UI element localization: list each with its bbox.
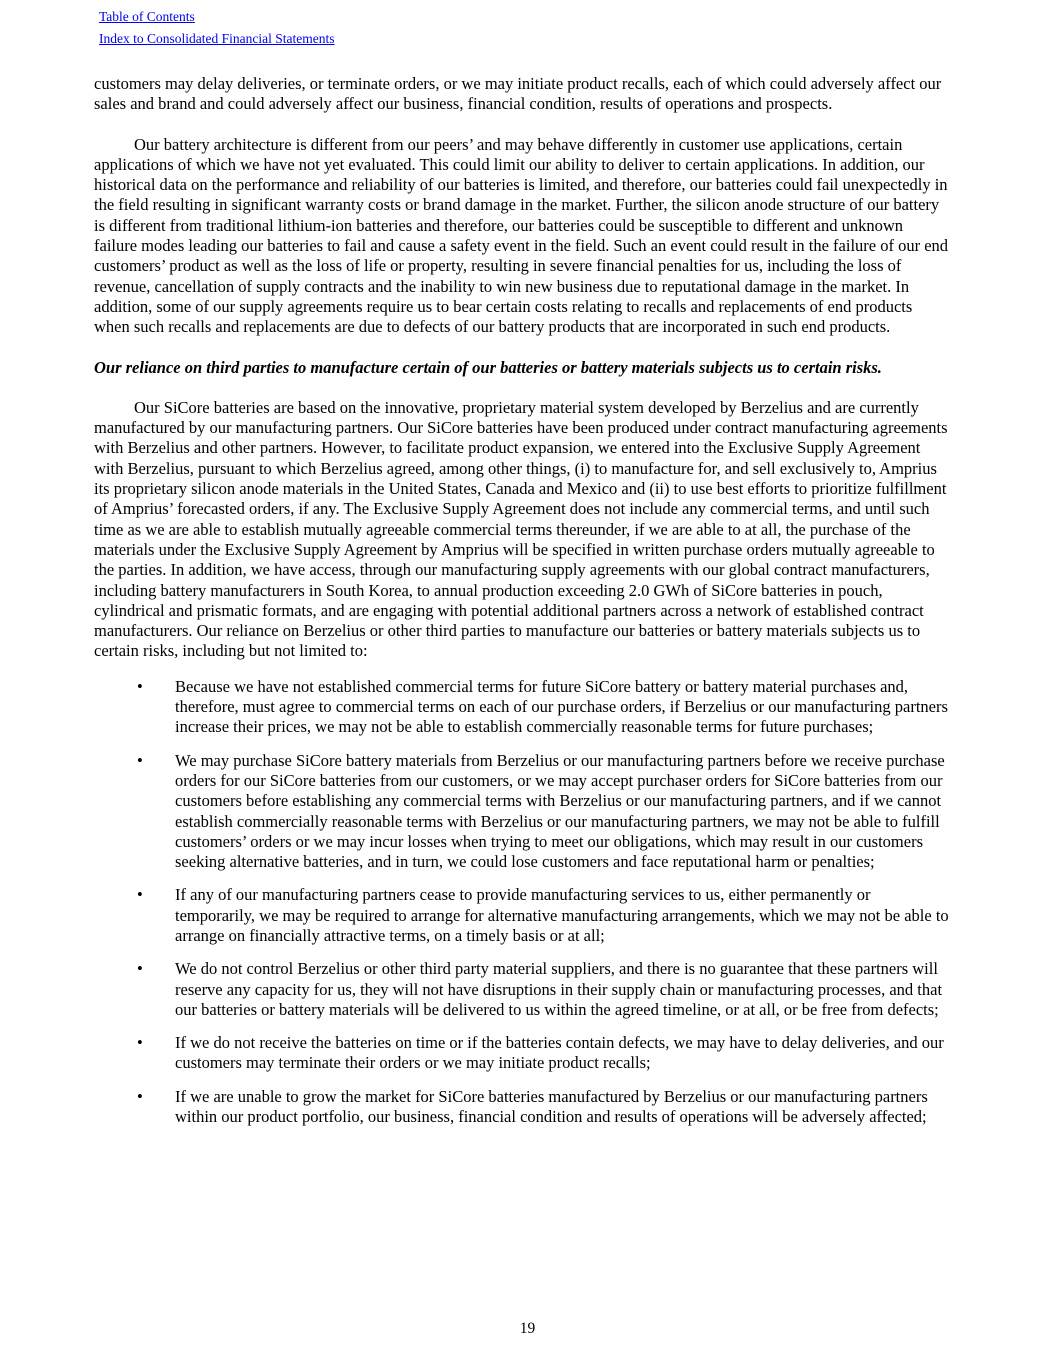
bullet-text: If we do not receive the batteries on time or if the batteries contain defects, we may have to delay deliveries, and our customers may terminate their orders or we may initiate product recalls; [175, 1033, 944, 1073]
link-index-to-consolidated-financial-statements[interactable]: Index to Consolidated Financial Statements [99, 31, 335, 46]
paragraph-continuation: customers may delay deliveries, or terminate orders, or we may initiate product recalls, each of which could adversely affect our sales and brand and could adversely affect our business, financial condition, results of operations and prospects. [94, 74, 942, 114]
list-item [94, 1033, 950, 1074]
page-footer [0, 1319, 1055, 1338]
bullet-text: We may purchase SiCore battery materials from Berzelius or our manufacturing partners before we receive purchase orders for our SiCore batteries from our customers, or we may accept purchaser orders for SiCore batteries from our customers before establishing any commercial terms with Berzelius or our manufacturing partners, and if we cannot establish commercially reasonable terms with Berzelius or our manufacturing partners, we may not be able to fulfill customers’ orders or we may incur losses when trying to meet our obligations, which may result in our customers seeking alternative batteries, and in turn, we could lose customers and face reputational harm or penalties; [175, 750, 945, 872]
paragraph-sicore-manufacturing: Our SiCore batteries are based on the innovative, proprietary material system developed by Berzelius and are currently manufactured by our manufacturing partners. Our SiCore batteries have been produced under contract manufacturing agreements with Berzelius and other partners. However, to facilitate product expansion, we entered into the Exclusive Supply Agreement with Berzelius, pursuant to which Berzelius agreed, among other things, (i) to manufacture for, and sell exclusively to, Amprius its proprietary silicon anode materials in the United States, Canada and Mexico and (ii) to use best efforts to prioritize fulfillment of Amprius’ forecasted orders, if any. The Exclusive Supply Agreement does not include any commercial terms, and until such time as we are able to establish mutually agreeable commercial terms thereunder, if we are able to at all, the purchase of the materials under the Exclusive Supply Agreement by Amprius will be specified in written purchase orders mutually agreeable to the parties. In addition, we have access, through our manufacturing supply agreements with our global contract manufacturers, including battery manufacturers in South Korea, to annual production exceeding 2.0 GWh of SiCore batteries in pouch, cylindrical and prismatic formats, and are engaging with potential additional partners across a network of established contract manufacturers. Our reliance on Berzelius or other third parties to manufacture our batteries or battery materials subjects us to certain risks, including but not limited to: [94, 397, 948, 661]
bullet-text: If any of our manufacturing partners cease to provide manufacturing services to us, either permanently or temporarily, we may be required to arrange for alternative manufacturing arrangements, which we may not be able to arrange on financially attractive terms, on a timely basis or at all; [175, 885, 949, 945]
bullet-text: We do not control Berzelius or other third party material suppliers, and there is no guarantee that these partners will reserve any capacity for us, they will not have disruptions in their supply chain or manufacturing processes, and that our batteries or battery materials will be delivered to us within the agreed timeline, or at all, or be free from defects; [175, 959, 943, 1019]
list-item [94, 959, 950, 1020]
risk-bullet-list [94, 677, 950, 1128]
paragraph-battery-architecture: Our battery architecture is different from our peers’ and may behave differently in customer use applications, certain applications of which we have not yet evaluated. This could limit our ability to deliver to certain applications. In addition, our historical data on the performance and reliability of our batteries is limited, and therefore, our batteries could fail unexpectedly in the field resulting in significant warranty costs or brand damage in the market. Further, the silicon anode structure of our battery is different from traditional lithium-ion batteries and therefore, our batteries could be susceptible to different and unknown failure modes leading our batteries to fail and cause a safety event in the field. Such an event could result in the failure of our end customers’ product as well as the loss of life or property, resulting in severe financial penalties for us, including the loss of revenue, cancellation of supply contracts and the inability to win new business due to reputational damage in the market. In addition, some of our supply agreements require us to bear certain costs relating to recalls and replacements of end products when such recalls and replacements are due to defects of our battery products that are incorporated in such end products. [94, 134, 949, 337]
list-item [94, 885, 950, 946]
page-body [94, 74, 950, 1127]
list-item [94, 677, 950, 738]
bullet-icon: • [137, 959, 143, 979]
page-number: 19 [519, 1320, 536, 1337]
list-item [94, 751, 950, 873]
link-table-of-contents[interactable]: Table of Contents [99, 9, 195, 24]
bullet-icon: • [137, 676, 143, 696]
bullet-icon: • [137, 885, 143, 905]
bullet-text: Because we have not established commercial terms for future SiCore battery or battery material purchases and, therefore, must agree to commercial terms on each of our purchase orders, if Berzelius or our manufacturing partners increase their prices, we may not be able to establish commercially reasonable terms for future purchases; [175, 676, 948, 737]
bullet-icon: • [137, 750, 143, 770]
list-item [94, 1087, 950, 1128]
bullet-icon: • [137, 1033, 143, 1053]
document-header [0, 0, 1055, 47]
bullet-icon: • [137, 1086, 143, 1106]
risk-factor-heading: Our reliance on third parties to manufacture certain of our batteries or battery materials subjects us to certain risks. [94, 357, 882, 377]
bullet-text: If we are unable to grow the market for SiCore batteries manufactured by Berzelius or our manufacturing partners within our product portfolio, our business, financial condition and results of operations will be adversely affected; [175, 1086, 928, 1127]
